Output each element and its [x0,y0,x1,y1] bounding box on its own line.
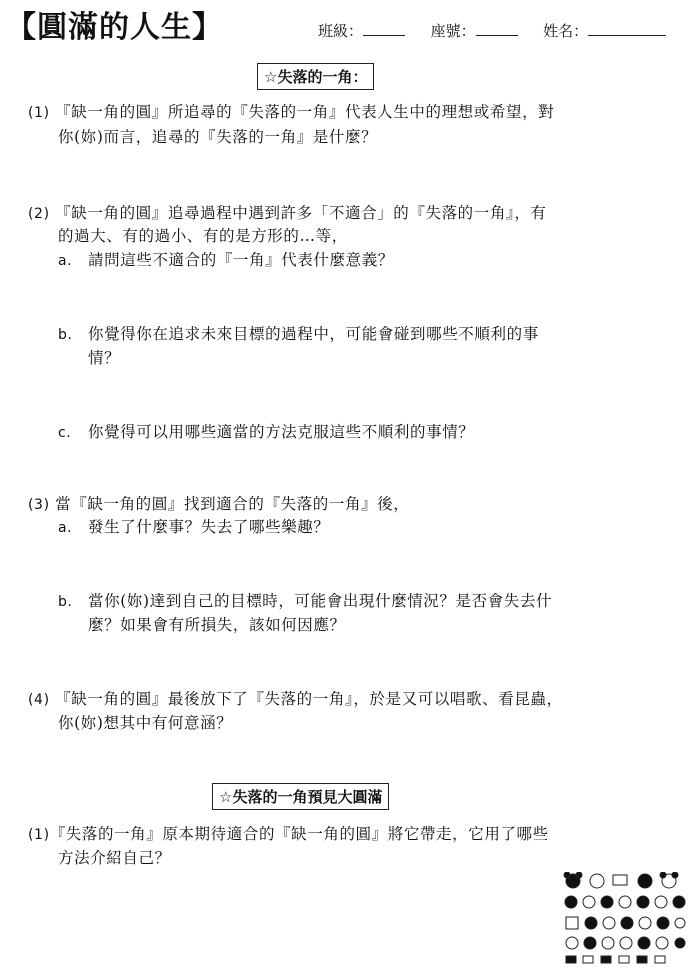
question-2 [28,201,547,226]
question-4 [28,687,563,712]
name-label: 姓名： [543,22,589,40]
decorative-stickers-icon [563,872,688,964]
question-4-number: (4) [28,692,50,708]
question-2b [58,322,539,347]
question-4-line-1: 『缺一角的圓』最後放下了『失落的一角』，於是又可以唱歌、看昆蟲， [55,690,563,708]
class-label: 班級： [318,22,364,40]
student-info-fields [318,20,666,41]
section2-question-1-line-2: 方法介紹自己？ [58,849,171,867]
question-1-line-1: 『缺一角的圓』所追尋的『失落的一角』代表人生中的理想或希望，對 [55,103,555,121]
question-3 [28,492,409,517]
question-1 [28,100,554,125]
question-3a-text: 發生了什麼事？失去了哪些樂趣？ [88,518,330,536]
question-3a-mark: a. [58,520,73,536]
section2-heading: ☆失落的一角預見大圓滿 [212,783,389,810]
question-2b-mark: b. [58,327,73,343]
question-2b-text-2: 情？ [88,349,121,367]
question-3-number: (3) [28,497,50,513]
question-2a-mark: a. [58,253,73,269]
question-1-line-2: 你(妳)而言，追尋的『失落的一角』是什麼？ [58,128,378,146]
question-2c-mark: c. [58,425,72,441]
worksheet-title: 【圓滿的人生】 [6,10,223,45]
section2-question-1-line-1: 『失落的一角』原本期待適合的『缺一角的圓』將它帶走，它用了哪些 [49,825,549,843]
question-3b [58,589,552,614]
question-2c [58,420,474,445]
question-3b-text-2: 麼？如果會有所損失，該如何因應？ [88,616,346,634]
question-4-line-2: 你(妳)想其中有何意涵？ [58,714,233,732]
class-blank[interactable] [363,21,405,36]
question-3b-mark: b. [58,594,73,610]
section1-heading: ☆失落的一角： [257,63,374,90]
question-2-line-2: 的過大、有的過小、有的是方形的…等， [58,227,348,245]
question-2a [58,248,394,273]
question-1-number: (1) [28,105,50,121]
question-2c-text: 你覺得可以用哪些適當的方法克服這些不順利的事情？ [88,423,475,441]
seat-label: 座號： [430,22,476,40]
question-2-line-1: 『缺一角的圓』追尋過程中遇到許多「不適合」的『失落的一角』，有 [55,204,547,222]
question-3a [58,515,330,540]
section2-question-1-number: (1) [28,827,50,843]
question-3-line-1: 當『缺一角的圓』找到適合的『失落的一角』後， [55,495,410,513]
question-2b-text-1: 你覺得你在追求未來目標的過程中，可能會碰到哪些不順利的事 [88,325,539,343]
question-2-number: (2) [28,206,50,222]
seat-blank[interactable] [476,21,518,36]
section2-question-1 [28,822,549,847]
question-2a-text: 請問這些不適合的『一角』代表什麼意義？ [88,251,394,269]
name-blank[interactable] [588,21,666,36]
question-3b-text-1: 當你(妳)達到自己的目標時，可能會出現什麼情況？是否會失去什 [88,592,553,610]
